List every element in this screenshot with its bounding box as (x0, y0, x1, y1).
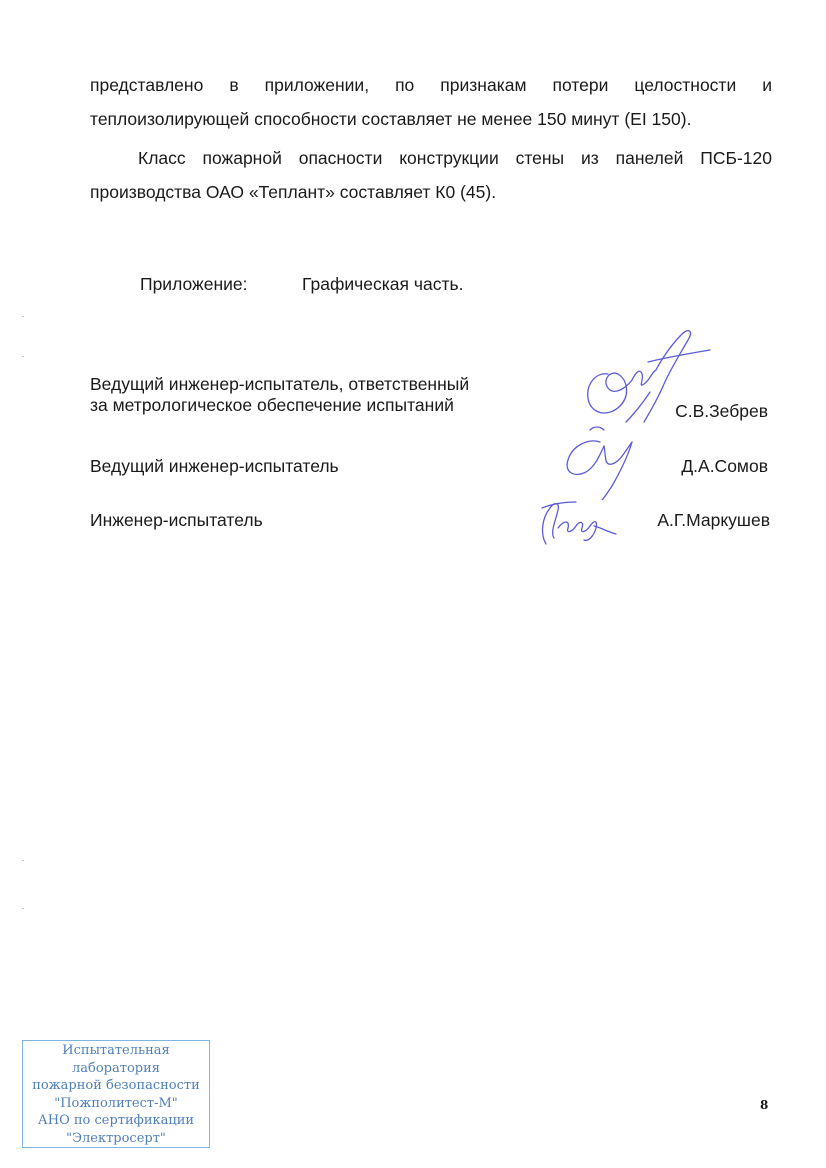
page-number: 8 (760, 1098, 769, 1112)
paragraph-1-line-2: теплоизолирующей способности составляет не менее 150 минут (EI 150). (90, 109, 692, 129)
paragraph-1-line-1: представлено в приложении, по признакам потери целостности и (90, 75, 772, 95)
laboratory-stamp (22, 1040, 210, 1148)
paragraph-2-line-1: Класс пожарной опасности конструкции стены из панелей ПСБ-120 (138, 148, 772, 168)
stamp-line: лаборатория (72, 1060, 160, 1076)
signatory-3-role: Инженер-испытатель (90, 510, 263, 530)
signatory-2-name: Д.А.Сомов (681, 456, 768, 476)
paragraph-2-line-2: производства ОАО «Теплант» составляет К0 (45). (90, 182, 497, 202)
appendix-value: Графическая часть. (302, 274, 464, 294)
scan-speck (22, 860, 24, 861)
stamp-line: "Пожполитест-М" (54, 1095, 178, 1111)
stamp-line: пожарной безопасности (32, 1078, 200, 1093)
scan-speck (22, 908, 24, 909)
signatory-2-role: Ведущий инженер-испытатель (90, 456, 339, 476)
signatory-1-role-line-2: за метрологическое обеспечение испытаний (90, 395, 454, 415)
appendix-label: Приложение: (140, 274, 248, 294)
scan-speck (22, 316, 24, 317)
stamp-line: "Электросерт" (66, 1130, 166, 1146)
signatory-1-role-line-1: Ведущий инженер-испытатель, ответственный (90, 374, 470, 394)
signatory-1-name: С.В.Зебрев (675, 401, 768, 421)
signatory-1-role (90, 374, 469, 416)
scan-speck (22, 356, 24, 357)
signature-markushev (532, 498, 622, 548)
signatory-3-name: А.Г.Маркушев (657, 510, 770, 530)
stamp-line: Испытательная (62, 1043, 170, 1058)
stamp-line: АНО по сертификации (37, 1113, 195, 1128)
